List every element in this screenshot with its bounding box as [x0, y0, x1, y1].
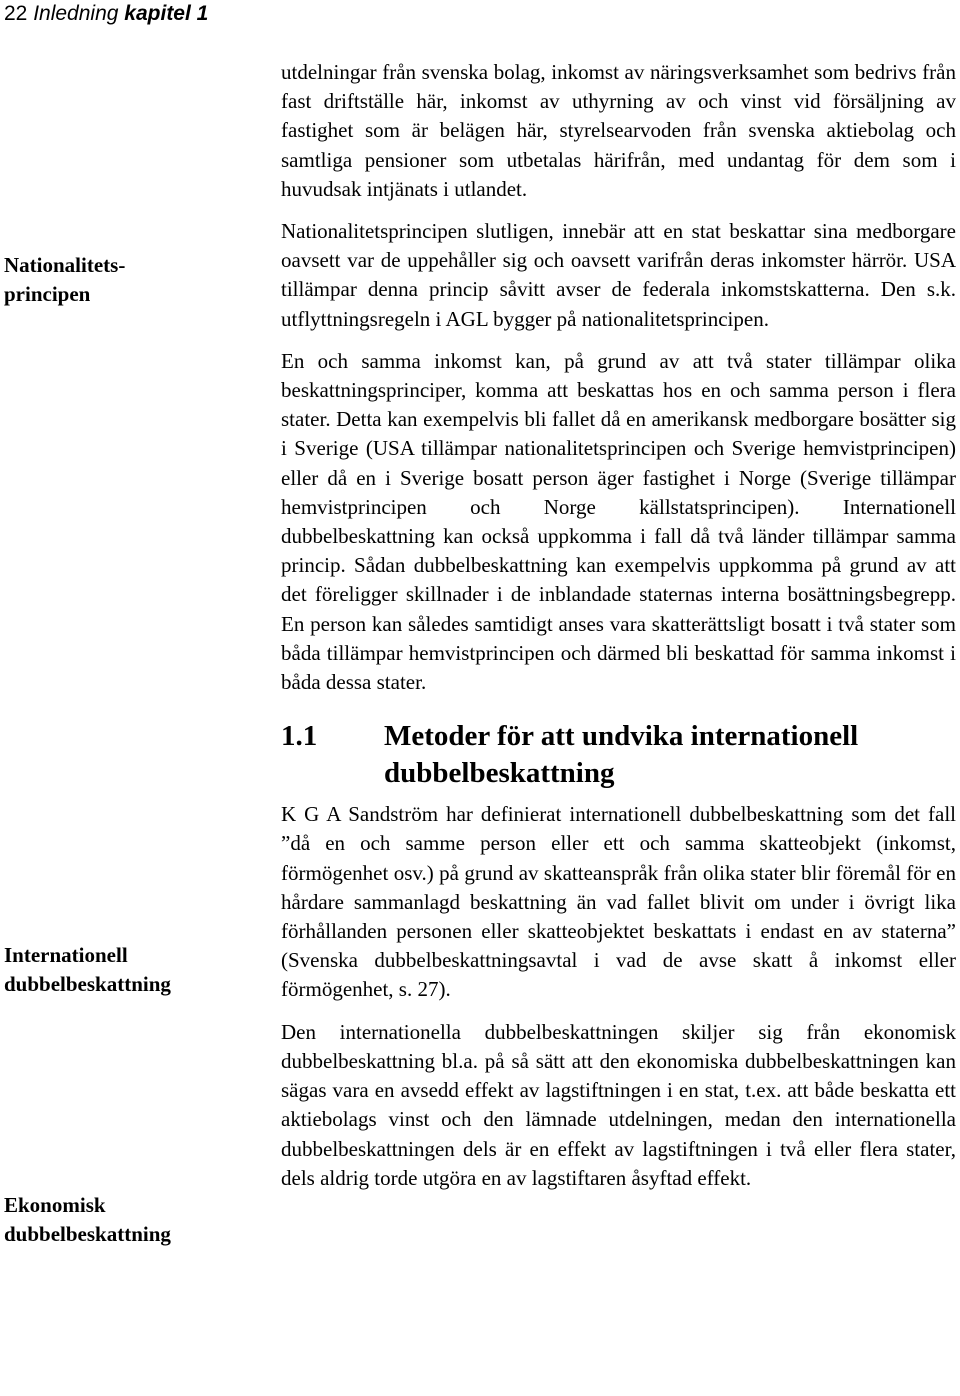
chapter-label: kapitel 1 [124, 2, 209, 25]
paragraph-double-taxation-intro: En och samma inkomst kan, på grund av att två stater tillämpar olika beskattningsprinciper, komma att beskattas hos en och samma person i flera stater. Detta kan exempelvis bli fallet då en amerikansk medborgare bosätter sig i Sverige (USA tillämpar nationalitetsprincipen och Sverige hemvistprincipen) eller då en i Sverige bosatt person äger fastighet i Norge (Sverige tillämpar hemvistprincipen och Norge källstatsprincipen). Internationell dubbelbeskattning kan också uppkomma i fall då två länder tillämpar samma princip. Sådan dubbelbeskattning kan exempelvis uppkomma på grund av att det föreligger skillnader i de inblandade staternas interna bosättningsbegrepp. En person kan således samtidigt anses vara skatterättsligt bosatt i två stater som båda tillämpar hemvistprincipen och därmed bli beskattad för samma inkomst i båda dessa stater. [281, 348, 956, 695]
margin-note-line: dubbelbeskattning [4, 972, 171, 996]
chapter-reference [33, 2, 208, 25]
margin-note-line: principen [4, 282, 91, 306]
margin-note-line: Nationalitets- [4, 253, 126, 277]
running-header [4, 0, 208, 28]
paragraph-definition: K G A Sandström har definierat internationell dubbelbeskattning som det fall ”då en och samme person eller ett och samma skatteobjekt (inkomst, förmögenhet osv.) på grund av skatteanspråk från olika stater blir föremål för en hårdare sammanlagd beskattning än vad fallet blivit om under i övrigt lika förhållanden personen eller skatteobjektet beskattats i endast en av staterna” (Svenska dubbelbeskattningsavtal i vad de avse skatt å inkomst eller förmögenhet, s. 27). [281, 802, 956, 1002]
margin-note-ekonomisk-dubbelbeskattning [4, 1191, 254, 1249]
main-text [281, 58, 956, 1193]
margin-note-line: Ekonomisk [4, 1193, 106, 1217]
page-number: 22 [4, 2, 28, 25]
section-number: 1.1 [281, 720, 318, 753]
paragraph-nationalitetsprincipen: Nationalitetsprincipen slutligen, innebär att en stat beskattar sina medborgare oavsett var de uppehåller sig och oavsett varifrån deras inkomster härrör. USA tillämpar denna princip såvitt avser de federala inkomstskatterna. Den s.k. utflyttningsregeln i AGL bygger på nationalitetsprincipen. [281, 219, 956, 331]
paragraph-income-sources: utdelningar från svenska bolag, inkomst av näringsverksamhet som bedrivs från fast driftställe här, inkomst av uthyrning av och vinst vid försäljning av fastighet som är belägen här, styrelsearvoden från svenska aktiebolag och samtliga pensioner som utbetalas härifrån, med undantag för dem som i huvudsak intjänats i utlandet. [281, 60, 956, 201]
section-title: Metoder för att undvika internationell dubbelbeskattning [384, 720, 859, 790]
margin-note-line: dubbelbeskattning [4, 1222, 171, 1246]
section-label: Inledning [33, 2, 119, 25]
margin-note-nationalitetsprincipen [4, 251, 254, 309]
section-heading [281, 718, 956, 792]
margin-note-line: Internationell [4, 943, 128, 967]
margin-note-internationell-dubbelbeskattning [4, 941, 254, 999]
paragraph-economic-double-taxation: Den internationella dubbelbeskattningen skiljer sig från ekonomisk dubbelbeskattning bl.a. på så sätt att den ekonomiska dubbelbeskattningen kan sägas vara en avsedd effekt av lagstiftningen i en stat, t.ex. att både beskatta ett aktiebolags vinst och den lämnade utdelningen, medan den internationella dubbelbeskattningen dels är en effekt av lagstiftningen i två eller flera stater, dels aldrig torde utgöra en av lagstiftaren åsyftad effekt. [281, 1019, 956, 1190]
